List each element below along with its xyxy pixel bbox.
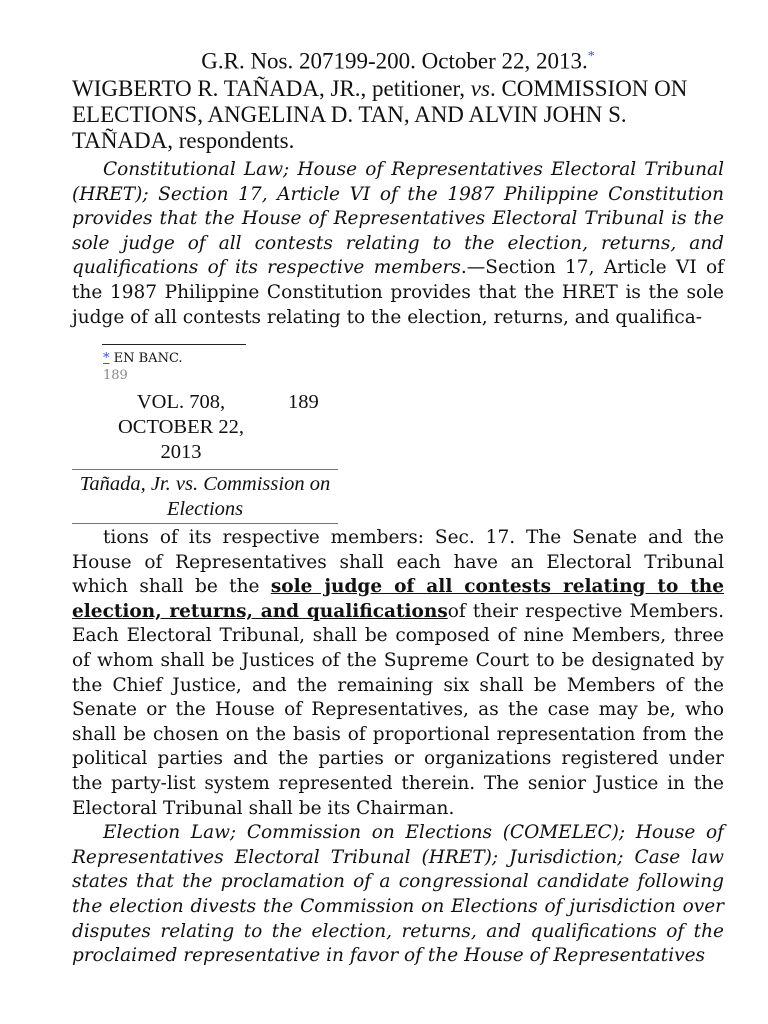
parties-respondents: . COMMISSION ON ELECTIONS, ANGELINA D. TAN, AND ALVIN JOHN S. TAÑADA, respondents.: [72, 76, 688, 153]
parties-petitioner: WIGBERTO R. TAÑADA, JR., petitioner,: [72, 76, 471, 101]
header-volume: VOL. 708, OCTOBER 22, 2013: [117, 391, 245, 463]
header-divider-top: [72, 469, 338, 470]
syllabus-1-text: .—Section 17, Article VI of the 1987 Philippine Constitution provides that the HRET is the sole judge of all contests relating to the election, returns, and qualifica-: [72, 257, 724, 328]
footnote-divider: [102, 344, 246, 345]
case-parties: [72, 76, 724, 154]
page-marker: 189: [103, 368, 128, 383]
continuation-paragraph: [72, 526, 724, 821]
continuation-before: tions of its respective members: Sec. 17. The Senate and the House of Representatives shall each have an Electoral Tribunal which shall be the: [72, 527, 724, 598]
syllabus-paragraph-2: Election Law; Commission on Elections (COMELEC); House of Representatives Electoral Tribunal (HRET); Jurisdiction; Case law states that the proclamation of a congressional candidate following the election divests the Commission on Elections of jurisdiction over disputes relating to the election, returns, and qualifications of the proclaimed representative in favor of the House of Representatives: [72, 822, 724, 967]
syllabus-paragraph-1: [72, 158, 724, 330]
main-text: [72, 526, 724, 969]
case-title: [72, 44, 724, 75]
continuation-emphasis: sole judge of all contests relating to the election, returns, and qualifications: [72, 576, 725, 622]
syllabus-1-heading: Constitutional Law; House of Representatives Electoral Tribunal (HRET); Section 17, Article VI of the 1987 Philippine Constitution provides that the House of Representatives Electoral Tribunal is the sole judge of all contests relating to the election, returns, and qualifications of its respective members: [72, 159, 724, 279]
footnote-mark-link[interactable]: *: [103, 351, 110, 366]
footnote-link[interactable]: *: [587, 49, 595, 64]
continuation-after: of their respective Members. Each Electoral Tribunal, shall be composed of nine Members, three of whom shall be Justices of the Supreme Court to be designated by the Chief Justice, and the remaining six shall be Members of the Senate or the House of Representatives, as the case may be, who shall be chosen on the basis of proportional representation from the political parties and the parties or organizations registered under the party-list system represented therein. The senior Justice in the Electoral Tribunal shall be its Chairman.: [72, 600, 724, 819]
footnote: [103, 351, 183, 367]
header-running-title: Tañada, Jr. vs. Commission on Elections: [79, 473, 331, 520]
case-number-date: G.R. Nos. 207199-200. October 22, 2013.: [201, 48, 588, 74]
header-divider-bottom: [72, 523, 338, 524]
header-page-number: 189: [288, 391, 319, 413]
parties-vs: vs: [470, 76, 490, 101]
footnote-text: EN BANC.: [109, 351, 183, 366]
